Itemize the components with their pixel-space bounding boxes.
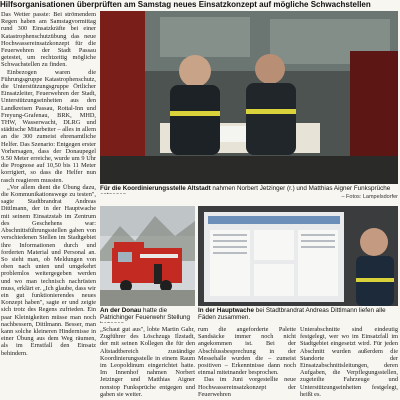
- article-column-2: [100, 326, 195, 400]
- caption-bold-lead: In der Hauptwache: [198, 307, 254, 314]
- photo-coordination-post: [100, 11, 398, 184]
- caption-bold-lead: Für die Koordinierungsstelle Altstadt: [100, 185, 211, 192]
- caption-text: bei Stadtbrandrat Andreas Dittlmann liefen alle Fäden zusammen.: [198, 307, 386, 322]
- photo-headquarters-caption: [198, 307, 398, 323]
- photo-fire-truck-caption: [100, 307, 195, 323]
- article-column-3: [198, 326, 296, 400]
- caption-text: hatte die Patrichinger Feuerwehr Stellung: [100, 307, 190, 322]
- paragraph-subsections: Unterabschnitte sind eindeutig festgelegt, wer wo im Einsatzfall im Stadtgebiet eingesetzt wird. Für jeden Abschnitt wurden außerdem die Standorte der Einsatzabschnittsleitungen, deren Aufgaben, die Verpflegungsstellen, zugeteilte Fahrzeuge und Unterstützungseinheiten festgelegt, heißt es.: [300, 326, 398, 398]
- photo-headquarters: [198, 206, 398, 306]
- photo-coordination-post-caption: [100, 185, 398, 194]
- paragraph-intro: Das Wetter passte: Bei strömendem Regen haben am Samstagvormittag rund 300 Einsatzkräfte bei einer Katastrophenschutzübung das neue Hochwassereinsatzkonzept für die Feuerwehren der Stadt Passau getestet, um rechtzeitig mögliche Schwachstellen zu finden.: [1, 11, 96, 69]
- paragraph-quote: „Vor allem dient die Übung dazu, die Kommunikationswege zu testen", sagte Stadtbrandrat Andreas Dittlmann, der in der Hauptwache mit seinem Einsatzstab im Zentrum des Geschehens war: Abschnittsführungsstellen gaben von verschiedenen Stellen im Stadtgebiet ihre Informationen durch und forderten Material und Personal an. So sieht man, ob Meldungen von oben nach unten und umgekehrt problemlos weitergegeben werden und wo man technisch nachrüsten muss, erklärt er. „Ich glaube, dass wir ein gut funktionierendes neues Konzept haben", sagte er und zeigte sich trotz des Regens zufrieden. Ein paar Kleinigkeiten müsse man noch nachbessern, Dittlmann. Besser, man kann solche kleineren Hindernisse in einer Übung aus dem Weg räumen, als im Ernstfall den Einsatz behindern.: [1, 183, 96, 357]
- caption-bold-lead: An der Donau: [100, 307, 142, 314]
- photo-headquarters-image: [198, 206, 398, 306]
- article-headline: Hilfsorganisationen überprüften am Samstag neues Einsatzkonzept auf mögliche Schwachstellen: [0, 0, 371, 9]
- paragraph-participants: Einbezogen waren die Führungsgruppe Katastrophenschutz, die Unterstützungsgruppe Örtlicher Einsatzleiter, Feuerwehren der Stadt, Unterstützungseinheiten aus den Landkreisen Passau, Rottal-Inn und Freyung-Grafenau, BRK, MHD, THW, Wasserwacht, DLRG und städtische Mitarbeiter – alles in allem an die 300 zumeist ehrenamtliche Helfer. Das Szenario: Entgegen erster Vorhersagen, dass der Donaupegel 9.50 Meter erreiche, wurde um 9 Uhr die Prognose auf 10,50 bis 11 Meter korrigiert, so dass die Helfer nun rasch reagieren mussten.: [1, 68, 96, 184]
- photo-fire-truck-image: [100, 206, 195, 306]
- paragraph-sandbags: rum die angeforderte Palette Sandsäcke immer noch nicht angekommen ist. Bei der Abschlussbesprechung in der Messehalle wurden die – zumeist positiven – Erkenntnisse dann noch einmal miteinander besprochen.: [198, 326, 296, 377]
- caption-text: nahmen Norbert Jetzinger (r.) und Matthias Aigner Funksprüche: [212, 185, 391, 192]
- article-column-4: [300, 326, 398, 400]
- photo-credit: – Fotos: Lampelsdorfer: [341, 194, 398, 200]
- paragraph-concept: Das im Juni vorgestellte neue Hochwassereinsatzkonzept der Feuerwehren: [198, 376, 296, 398]
- paragraph-gahr: „Schaut gut aus", lobte Martin Gahr, Zugführer des Löschzugs Ilzstadt, der mit seinen Kollegen die für den Altstadtbereich zuständige Koordinierungsstelle in einem Raum im Leopoldinum eingerichtet hatte. Im Innenhof nahmen Norbert Jetzinger und Matthias Aigner nonstop Funksprüche entgegen und gaben sie weiter.: [100, 326, 195, 398]
- photo-coordination-post-image: [100, 11, 398, 184]
- article-column-1: [1, 11, 96, 400]
- photo-fire-truck: [100, 206, 195, 306]
